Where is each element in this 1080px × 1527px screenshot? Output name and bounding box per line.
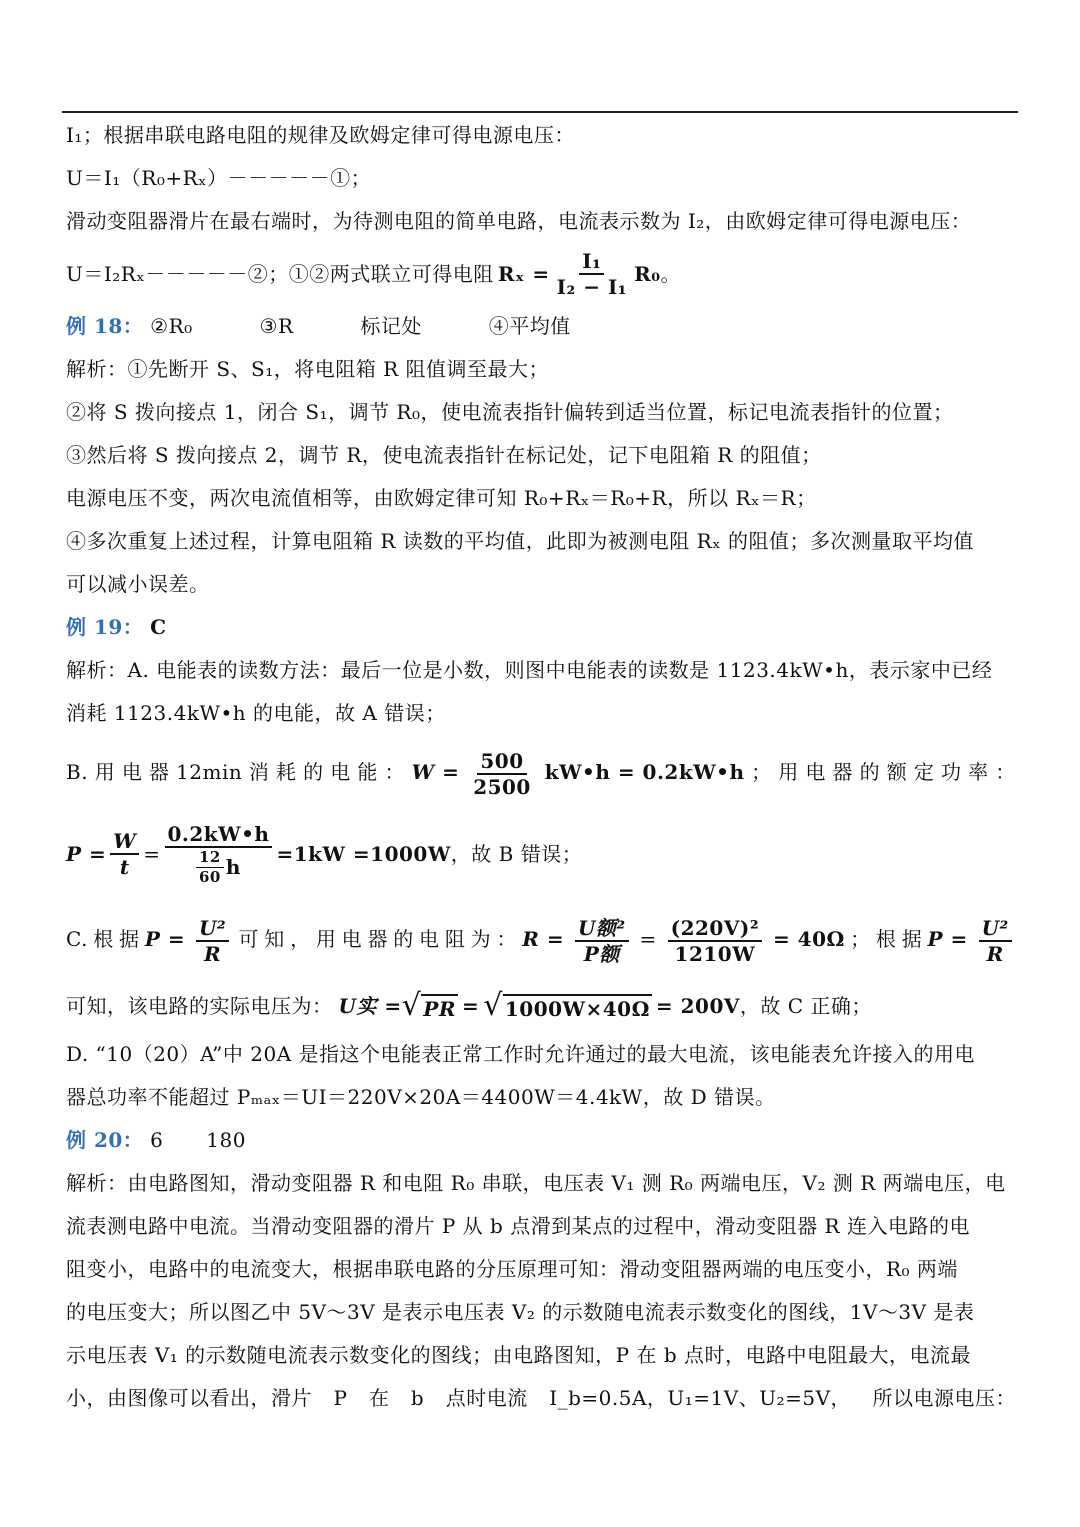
- text-line: ②将 S 拨向接点 1，闭合 S₁，调节 R₀，使电流表指针偏转到适当位置，标记电流表指针的位置；: [66, 400, 954, 424]
- word: 12min: [176, 760, 243, 784]
- math-equals: =: [639, 927, 657, 951]
- word: 电: [330, 760, 351, 784]
- word: ；: [751, 760, 772, 784]
- word: 率: [968, 760, 989, 784]
- text-segment: U＝I₂Rₓ－－－－－②；①②两式联立可得电阻: [66, 262, 494, 286]
- fraction-numerator: U额²: [575, 917, 629, 942]
- math-term: R₀: [634, 262, 661, 286]
- text-segment: ，故 B 错误；: [450, 842, 583, 866]
- fraction-denominator: R: [986, 941, 1004, 966]
- header-rule: [62, 111, 1018, 113]
- fraction-numerator: U²: [979, 917, 1012, 942]
- answer-item: ②R₀: [150, 314, 193, 338]
- math-unit: h: [225, 855, 241, 879]
- text-line: 电源电压不变，两次电流值相等，由欧姆定律可知 R₀+Rₓ＝R₀+R，所以 Rₓ＝R；: [66, 486, 817, 510]
- word: 电: [805, 760, 826, 784]
- fraction-denominator: [193, 848, 244, 885]
- math-term: = 40Ω: [772, 927, 845, 951]
- word: 知: [264, 927, 285, 951]
- math-expression: [522, 902, 845, 976]
- fraction-numerator: I₁: [579, 250, 604, 275]
- fraction-numerator: 0.2kW•h: [165, 823, 273, 848]
- word: 根: [875, 927, 897, 951]
- word: 耗: [276, 760, 297, 784]
- fraction: [196, 849, 224, 885]
- word: 电: [419, 927, 440, 951]
- text-line: I₁；根据串联电路电阻的规律及欧姆定律可得电源电压：: [66, 123, 575, 147]
- equation-line: [66, 899, 1016, 979]
- word: 器: [148, 760, 170, 784]
- fraction-denominator: 60: [199, 867, 221, 886]
- word: 功: [940, 760, 962, 784]
- word: ，: [290, 927, 311, 951]
- example-label: 例 19：: [66, 615, 144, 639]
- word: ；: [850, 927, 871, 951]
- equation-line: [66, 809, 1016, 899]
- fraction-numerator: U²: [196, 917, 229, 942]
- text-line: ④多次重复上述过程，计算电阻箱 R 读数的平均值，此即为被测电阻 Rₓ 的阻值；多次测量取平均值: [66, 529, 975, 553]
- equation-line: [66, 735, 1016, 809]
- answer-item: 180: [206, 1128, 246, 1152]
- word: I_b=0.5A，U₁=1V、U₂=5V，: [549, 1386, 852, 1410]
- word: 额: [886, 760, 908, 784]
- word: 的: [859, 760, 881, 784]
- text-line: 阻变小，电路中的电流变大，根据串联电路的分压原理可知：滑动变阻器两端的电压变小，R₀ 两端: [66, 1257, 958, 1281]
- text-line: [66, 1377, 1016, 1420]
- word: P: [333, 1386, 348, 1410]
- math-lhs: U实 =: [338, 994, 402, 1018]
- fraction: [470, 750, 534, 798]
- fraction: [165, 823, 273, 885]
- word: 根: [93, 927, 114, 951]
- text-segment: ，故 C 正确；: [739, 994, 872, 1018]
- fraction-denominator: P额: [583, 941, 620, 966]
- example-label: 例 18：: [66, 314, 144, 338]
- word: 电: [121, 760, 143, 784]
- text-line: U＝I₁（R₀+Rₓ）－－－－－①；: [66, 166, 372, 190]
- word: B.: [66, 760, 89, 784]
- word: C.: [66, 927, 88, 951]
- word: 点时电流: [445, 1386, 528, 1410]
- word: 的: [303, 760, 324, 784]
- fraction-denominator: t: [119, 855, 130, 879]
- word: ：: [384, 760, 406, 784]
- example-answer-line: [66, 305, 1016, 348]
- math-lhs: W =: [411, 760, 460, 784]
- answer-item: 标记处: [360, 314, 422, 338]
- equation-line: [66, 979, 1016, 1033]
- math-term: = 200V: [655, 994, 740, 1018]
- fraction-numerator: 500: [477, 750, 526, 775]
- word: 电: [341, 927, 363, 951]
- document-body: [66, 114, 1016, 1420]
- word: 定: [913, 760, 935, 784]
- word: 的: [393, 927, 414, 951]
- word: 用: [315, 927, 337, 951]
- radical-sign: √: [483, 987, 503, 1023]
- answer-item: 6: [150, 1128, 164, 1152]
- radical-sign: √: [401, 987, 422, 1023]
- word: 用: [94, 760, 116, 784]
- word: 在: [368, 1386, 390, 1410]
- math-term: kW•h = 0.2kW•h: [544, 760, 745, 784]
- text-segment: 可知，该电路的实际电压为：: [66, 994, 333, 1018]
- fraction-numerator: 12: [196, 849, 224, 868]
- fraction-denominator: I₂ − I₁: [556, 275, 628, 299]
- word: 能: [357, 760, 378, 784]
- math-equals: =: [461, 994, 480, 1018]
- text-line: 器总功率不能超过 Pₘₐₓ＝UI＝220V×20A＝4400W＝4.4kW，故 D 错误。: [66, 1085, 776, 1109]
- word: 为: [470, 927, 492, 951]
- math-equals: =: [143, 842, 161, 866]
- fraction-numerator: (220V)²: [668, 917, 762, 942]
- text-line: 解析：由电路图知，滑动变阻器 R 和电阻 R₀ 串联，电压表 V₁ 测 R₀ 两端电压，V₂ 测 R 两端电压，电: [66, 1171, 1006, 1195]
- fraction-denominator: 1210W: [674, 941, 756, 966]
- text-segment: 。: [660, 262, 681, 286]
- text-line: 解析：A. 电能表的读数方法：最后一位是小数，则图中电能表的读数是 1123.4kW•h，表示家中已经: [66, 658, 993, 682]
- word: 可: [238, 927, 259, 951]
- word: 阻: [444, 927, 466, 951]
- word: 用: [778, 760, 799, 784]
- radicand: PR: [421, 994, 458, 1022]
- fraction: [554, 250, 630, 298]
- math-lhs: R =: [522, 927, 565, 951]
- word: ：: [496, 927, 517, 951]
- fraction: [668, 917, 762, 965]
- word: 据: [901, 927, 923, 951]
- word: ：: [995, 760, 1016, 784]
- word: 所以电源电压：: [872, 1386, 1016, 1410]
- example-answer-line: [66, 606, 1016, 649]
- fraction: [110, 830, 139, 878]
- fraction: [575, 917, 629, 965]
- word: 小，由图像可以看出，滑片: [66, 1386, 312, 1410]
- answer-item: C: [150, 615, 167, 639]
- word: 器: [832, 760, 853, 784]
- text-line: 滑动变阻器滑片在最右端时，为待测电阻的简单电路，电流表示数为 I₂，由欧姆定律可得电源电压：: [66, 209, 972, 233]
- answer-item: ③R: [259, 314, 294, 338]
- word: b: [410, 1386, 425, 1410]
- example-answer-line: [66, 1119, 1016, 1162]
- fraction: [979, 917, 1012, 965]
- fraction-denominator: R: [204, 941, 222, 966]
- fraction-denominator: 2500: [473, 774, 531, 799]
- example-label: 例 20：: [66, 1128, 144, 1152]
- word: 器: [367, 927, 388, 951]
- math-expression: [412, 735, 745, 809]
- text-line: 消耗 1123.4kW•h 的电能，故 A 错误；: [66, 701, 446, 725]
- word: 消: [248, 760, 270, 784]
- text-line: 解析：①先断开 S、S₁，将电阻箱 R 阻值调至最大；: [66, 357, 550, 381]
- text-line: D. “10（20）A”中 20A 是指这个电能表正常工作时允许通过的最大电流，该电能表允许接入的用电: [66, 1042, 975, 1066]
- radicand: 1000W×40Ω: [503, 994, 652, 1022]
- equation-line: [66, 243, 1016, 305]
- text-line: 示电压表 V₁ 的示数随电流表示数变化的图线；由电路图知，P 在 b 点时，电路中电阻最大，电流最: [66, 1343, 972, 1367]
- math-expression: [145, 902, 233, 976]
- word: 据: [119, 927, 140, 951]
- math-lhs: P =: [927, 927, 968, 951]
- fraction: [196, 917, 229, 965]
- math-term: =1kW =1000W: [276, 842, 451, 866]
- math-lhs: P =: [66, 842, 107, 866]
- text-line: 流表测电路中电流。当滑动变阻器的滑片 P 从 b 点滑到某点的过程中，滑动变阻器 R 连入电路的电: [66, 1214, 970, 1238]
- answer-item: ④平均值: [488, 314, 571, 338]
- square-root: [401, 987, 458, 1023]
- math-lhs: P =: [144, 927, 186, 951]
- math-lhs: Rₓ =: [497, 262, 550, 286]
- fraction-numerator: W: [110, 830, 139, 855]
- math-expression: [927, 902, 1015, 976]
- text-line: 可以减小误差。: [66, 572, 210, 596]
- square-root: [483, 987, 652, 1023]
- text-line: 的电压变大；所以图乙中 5V～3V 是表示电压表 V₂ 的示数随电流表示数变化的图线，1V～3V 是表: [66, 1300, 975, 1324]
- text-line: ③然后将 S 拨向接点 2，调节 R，使电流表指针在标记处，记下电阻箱 R 的阻值；: [66, 443, 822, 467]
